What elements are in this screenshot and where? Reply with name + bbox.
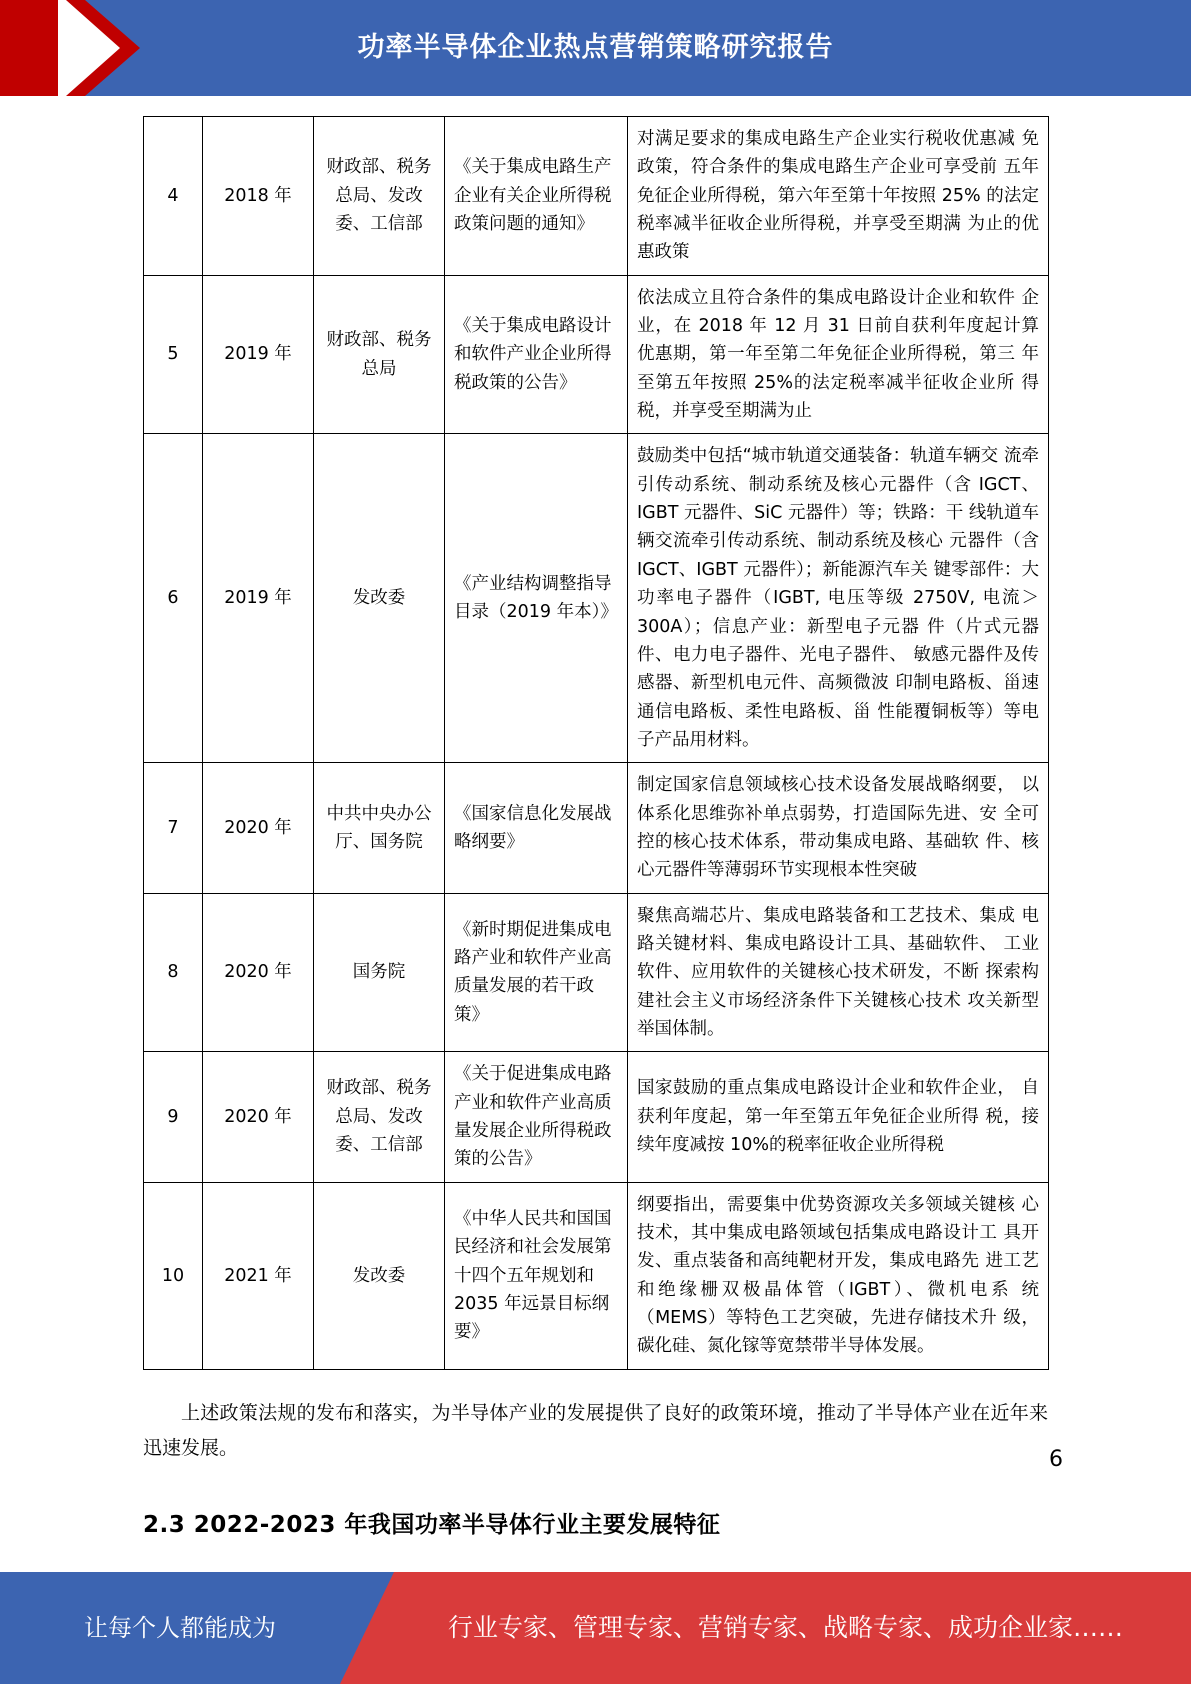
cell-document: 《关于集成电路生产企业有关企业所得税政策问题的通知》 [445, 117, 628, 276]
page-number: 6 [1049, 1447, 1063, 1472]
cell-description: 依法成立且符合条件的集成电路设计企业和软件 企业，在 2018 年 12 月 31 日前自获利年度起计算 优惠期，第一年至第二年免征企业所得税，第三 年至第五年按照 25%的法定税率减半征收企业所 得税，并享受至期满为止 [628, 275, 1049, 434]
cell-department: 财政部、税务总局、发改委、工信部 [314, 1052, 445, 1182]
cell-department: 财政部、税务总局 [314, 275, 445, 434]
policy-table [143, 116, 1049, 1370]
report-title: 功率半导体企业热点营销策略研究报告 [357, 32, 834, 63]
footer-slogan-right: 行业专家、管理专家、营销专家、战略专家、成功企业家…… [447, 1613, 1123, 1642]
cell-year: 2018 年 [203, 117, 314, 276]
cell-document: 《新时期促进集成电路产业和软件产业高质量发展的若干政策》 [445, 893, 628, 1052]
cell-year: 2020 年 [203, 893, 314, 1052]
page-header [0, 0, 1191, 96]
cell-description: 鼓励类中包括“城市轨道交通装备：轨道车辆交 流牵引传动系统、制动系统及核心元器件（含 IGCT、IGBT 元器件、SiC 元器件）等；铁路：干 线轨道车辆交流牵引传动系统、制动系统及核心 元器件（含 IGCT、IGBT 元器件）；新能源汽车关 键零部件：大功率电子器件（IGBT, 电压等级 2750V, 电流＞300A）；信息产业：新型电子元器 件（片式元器件、电力电子器件、光电子器件、 敏感元器件及传感器、新型机电元件、高频微波 印制电路板、甾速通信电路板、柔性电路板、甾 性能覆铜板等）等电子产品用材料。 [628, 434, 1049, 763]
cell-description: 国家鼓励的重点集成电路设计企业和软件企业， 自获利年度起，第一年至第五年免征企业所得 税，接续年度减按 10%的税率征收企业所得税 [628, 1052, 1049, 1182]
table-row [144, 275, 1049, 434]
page-content [0, 96, 1191, 1539]
cell-document: 《关于集成电路设计和软件产业企业所得税政策的公告》 [445, 275, 628, 434]
cell-no: 9 [144, 1052, 203, 1182]
body-paragraph: 上述政策法规的发布和落实，为半导体产业的发展提供了良好的政策环境，推动了半导体产业在近年来迅速发展。 [143, 1401, 1048, 1459]
cell-year: 2020 年 [203, 763, 314, 893]
section-heading: 2.3 2022-2023 年我国功率半导体行业主要发展特征 [143, 1512, 721, 1539]
cell-no: 5 [144, 275, 203, 434]
cell-document: 《国家信息化发展战略纲要》 [445, 763, 628, 893]
cell-no: 8 [144, 893, 203, 1052]
table-row [144, 763, 1049, 893]
table-row [144, 434, 1049, 763]
cell-department: 国务院 [314, 893, 445, 1052]
cell-department: 中共中央办公厅、国务院 [314, 763, 445, 893]
cell-description: 纲要指出，需要集中优势资源攻关多领域关键核 心技术，其中集成电路领域包括集成电路设计工 具开发、重点装备和高纯靶材开发，集成电路先 进工艺和绝缘栅双极晶体管（IGBT）、微机电系 统（MEMS）等特色工艺突破，先进存储技术升 级，碳化硅、氮化镓等宽禁带半导体发展。 [628, 1182, 1049, 1369]
footer-slogan-left: 让每个人都能成为 [84, 1614, 276, 1642]
table-row [144, 1182, 1049, 1369]
cell-document: 《关于促进集成电路产业和软件产业高质量发展企业所得税政策的公告》 [445, 1052, 628, 1182]
table-row [144, 117, 1049, 276]
cell-no: 10 [144, 1182, 203, 1369]
page-footer [0, 1572, 1191, 1684]
cell-year: 2021 年 [203, 1182, 314, 1369]
cell-no: 7 [144, 763, 203, 893]
cell-description: 对满足要求的集成电路生产企业实行税收优惠减 免政策，符合条件的集成电路生产企业可享受前 五年免征企业所得税，第六年至第十年按照 25% 的法定税率减半征收企业所得税，并享受至期满 为止的优惠政策 [628, 117, 1049, 276]
cell-department: 财政部、税务总局、发改委、工信部 [314, 117, 445, 276]
cell-document: 《产业结构调整指导目录（2019 年本）》 [445, 434, 628, 763]
policy-table-body [144, 117, 1049, 1370]
cell-document: 《中华人民共和国国民经济和社会发展第十四个五年规划和 2035 年远景目标纲要》 [445, 1182, 628, 1369]
cell-no: 6 [144, 434, 203, 763]
cell-description: 制定国家信息领域核心技术设备发展战略纲要， 以体系化思维弥补单点弱势，打造国际先进、安 全可控的核心技术体系，带动集成电路、基础软 件、核心元器件等薄弱环节实现根本性突破 [628, 763, 1049, 893]
cell-year: 2019 年 [203, 275, 314, 434]
table-row [144, 1052, 1049, 1182]
cell-department: 发改委 [314, 1182, 445, 1369]
table-row [144, 893, 1049, 1052]
cell-year: 2019 年 [203, 434, 314, 763]
cell-no: 4 [144, 117, 203, 276]
cell-department: 发改委 [314, 434, 445, 763]
cell-year: 2020 年 [203, 1052, 314, 1182]
cell-description: 聚焦高端芯片、集成电路装备和工艺技术、集成 电路关键材料、集成电路设计工具、基础软件、 工业软件、应用软件的关键核心技术研发，不断 探索构建社会主义市场经济条件下关键核心技术 攻关新型举国体制。 [628, 893, 1049, 1052]
